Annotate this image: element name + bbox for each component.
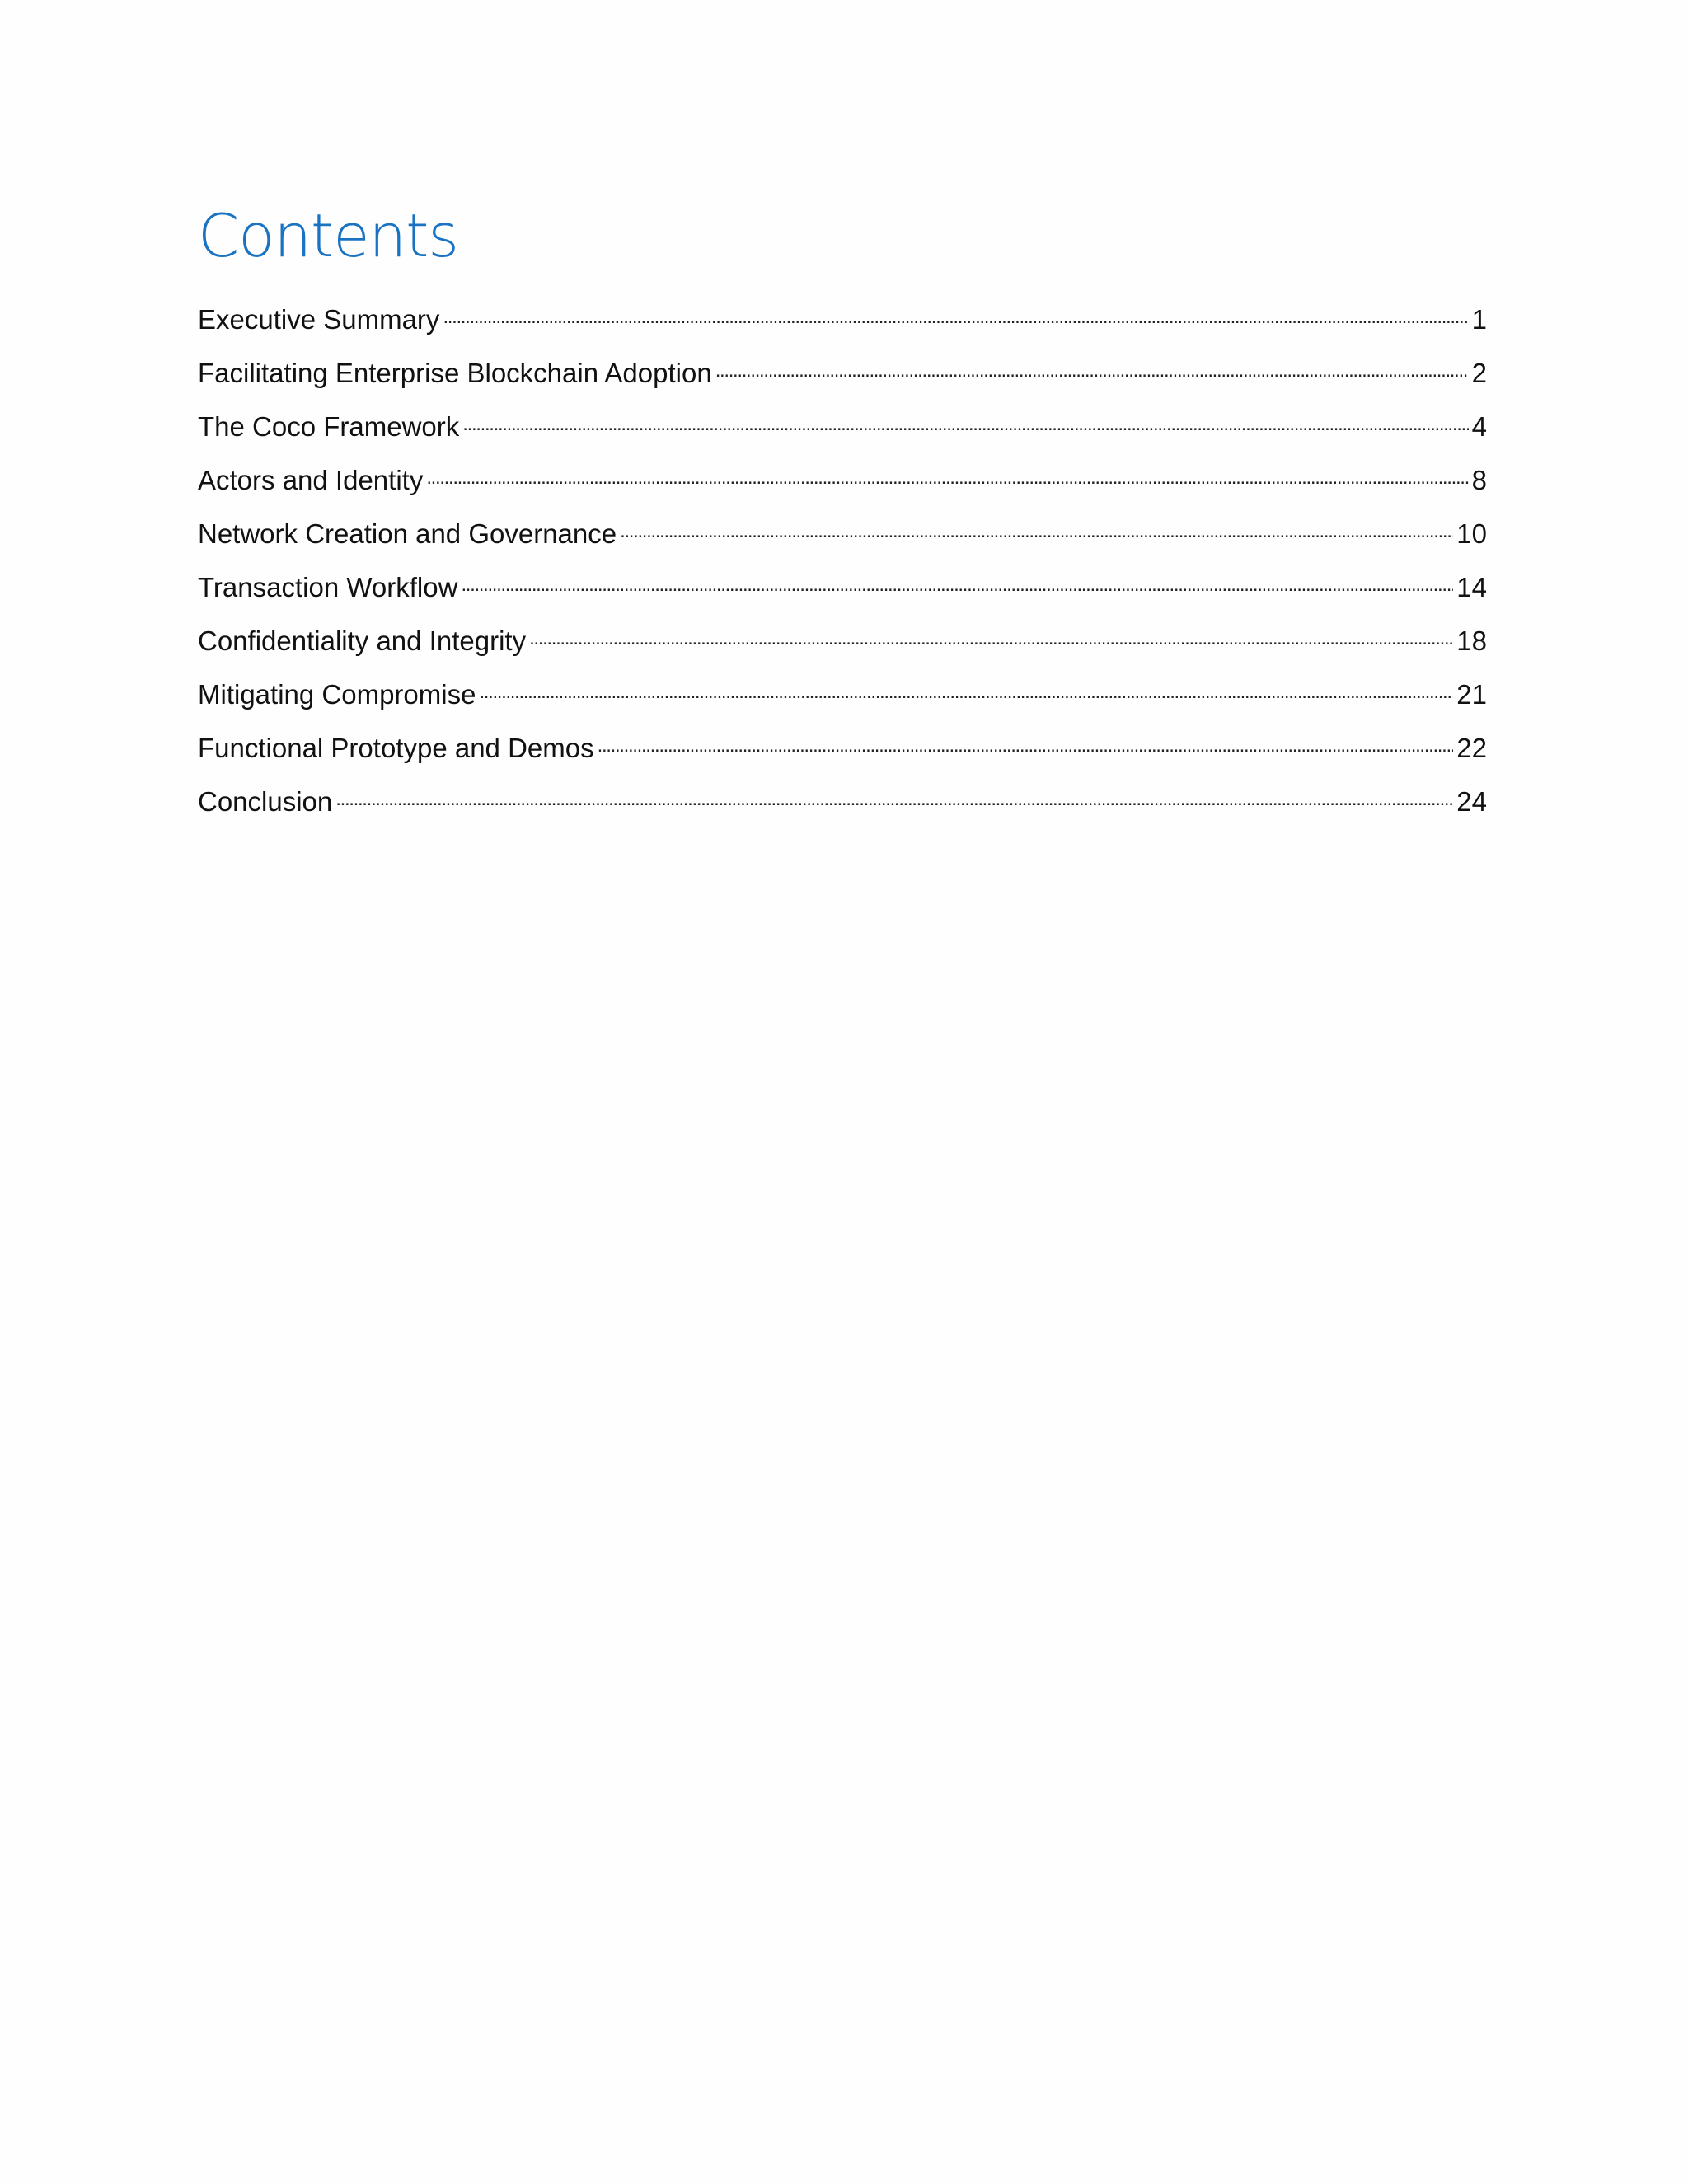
toc-heading: Contents [198, 201, 458, 270]
toc-entry-title: Actors and Identity [198, 465, 424, 495]
toc-entry-page-number: 14 [1456, 572, 1487, 602]
toc-entry-title: Conclusion [198, 786, 333, 817]
toc-dot-leader [715, 355, 1469, 382]
toc-entry-page-number: 22 [1456, 733, 1487, 763]
toc-dot-leader [479, 677, 1453, 704]
toc-entry-page-number: 24 [1456, 786, 1487, 817]
toc-entry-functional-prototype-and-demos[interactable] [198, 730, 1487, 784]
toc-entry-transaction-workflow[interactable] [198, 569, 1487, 623]
toc-dot-leader [598, 730, 1454, 757]
toc-entry-page-number: 21 [1456, 679, 1487, 710]
toc-entry-page-number: 18 [1456, 626, 1487, 656]
toc-entry-confidentiality-and-integrity[interactable] [198, 623, 1487, 677]
toc-dot-leader [620, 516, 1453, 543]
toc-entry-page-number: 10 [1456, 518, 1487, 549]
toc-entry-network-creation-and-governance[interactable] [198, 516, 1487, 569]
toc-entry-title: Confidentiality and Integrity [198, 626, 527, 656]
toc-entry-title: The Coco Framework [198, 411, 460, 442]
toc-list [198, 302, 1487, 837]
toc-entry-executive-summary[interactable] [198, 302, 1487, 355]
table-of-contents [198, 201, 1487, 837]
toc-dot-leader [461, 569, 1453, 597]
toc-entry-title: Network Creation and Governance [198, 518, 617, 549]
toc-entry-facilitating-enterprise-blockchain-adoption[interactable] [198, 355, 1487, 409]
toc-entry-conclusion[interactable] [198, 784, 1487, 837]
toc-entry-actors-and-identity[interactable] [198, 462, 1487, 516]
toc-dot-leader [443, 302, 1468, 329]
toc-dot-leader [462, 409, 1468, 436]
toc-dot-leader [426, 462, 1468, 490]
toc-entry-page-number: 2 [1471, 358, 1487, 388]
toc-entry-title: Executive Summary [198, 304, 440, 335]
toc-entry-title: Mitigating Compromise [198, 679, 476, 710]
toc-entry-coco-framework[interactable] [198, 409, 1487, 462]
toc-entry-title: Facilitating Enterprise Blockchain Adoption [198, 358, 712, 388]
toc-dot-leader [335, 784, 1453, 811]
toc-entry-title: Functional Prototype and Demos [198, 733, 594, 763]
toc-dot-leader [529, 623, 1453, 650]
toc-entry-title: Transaction Workflow [198, 572, 458, 602]
toc-entry-page-number: 4 [1471, 411, 1487, 442]
toc-entry-page-number: 1 [1471, 304, 1487, 335]
toc-entry-page-number: 8 [1471, 465, 1487, 495]
toc-entry-mitigating-compromise[interactable] [198, 677, 1487, 730]
